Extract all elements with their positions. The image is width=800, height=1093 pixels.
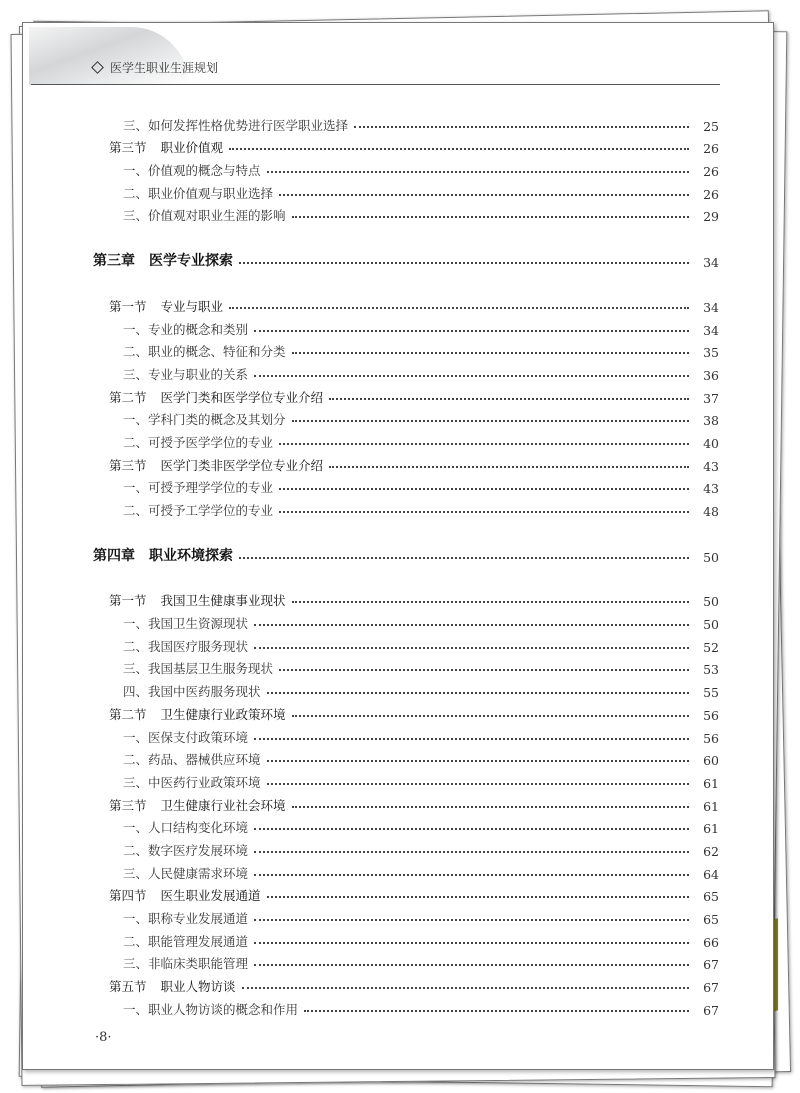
running-header (93, 59, 218, 76)
toc-number: 第三节 (109, 140, 147, 156)
toc-item[interactable] (93, 360, 719, 383)
toc-section[interactable] (93, 587, 719, 610)
page-number: ·8· (95, 1030, 112, 1045)
toc-item[interactable] (93, 179, 719, 202)
toc-page-number: 56 (703, 707, 719, 723)
toc-label: 二、可授予医学学位的专业 (123, 434, 274, 450)
toc-page-number: 64 (703, 866, 719, 882)
toc-title: 医生职业发展通道 (160, 888, 261, 904)
toc-label (93, 545, 239, 565)
toc-label: 二、职业的概念、特征和分类 (123, 344, 286, 360)
toc-section[interactable] (93, 882, 719, 905)
dot-leader (279, 668, 689, 671)
dot-leader (254, 329, 689, 332)
toc-label (93, 138, 229, 156)
toc-label (93, 591, 292, 609)
toc-label (93, 388, 329, 406)
toc-number: 第三节 (109, 797, 147, 813)
toc-section[interactable] (93, 791, 719, 814)
header-rule (31, 84, 720, 85)
toc-item[interactable] (93, 496, 719, 519)
dot-leader (254, 963, 689, 966)
toc-number: 第一节 (109, 298, 147, 314)
toc-page-number: 50 (703, 594, 719, 610)
toc-title: 职业价值观 (160, 140, 224, 156)
dot-leader (267, 170, 689, 173)
toc-item[interactable] (93, 859, 719, 882)
toc-page-number: 61 (703, 775, 719, 791)
dot-leader (254, 374, 689, 377)
dot-leader (279, 442, 689, 445)
toc-page-number: 52 (703, 639, 719, 655)
toc-page-number: 25 (703, 118, 719, 134)
toc-item[interactable] (93, 746, 719, 769)
toc-page-number: 34 (703, 299, 719, 315)
toc-page-number: 50 (703, 549, 719, 565)
toc-page-number: 61 (703, 821, 719, 837)
dot-leader (292, 419, 689, 422)
toc-title: 医学门类和医学学位专业介绍 (160, 389, 324, 405)
toc-item[interactable] (93, 315, 719, 338)
toc-page-number: 61 (703, 798, 719, 814)
toc-item[interactable] (93, 723, 719, 746)
toc-label (93, 977, 242, 995)
toc-section[interactable] (93, 972, 719, 995)
toc-item[interactable] (93, 156, 719, 179)
toc-number: 第二节 (109, 389, 147, 405)
toc-label: 二、职能管理发展通道 (123, 933, 249, 949)
dot-leader (239, 261, 689, 264)
dot-leader (292, 805, 689, 808)
toc-page-number: 38 (703, 413, 719, 429)
dot-leader (239, 556, 689, 559)
toc-label: 二、可授予工学学位的专业 (123, 503, 274, 518)
toc-label: 二、药品、器械供应环境 (123, 752, 261, 768)
toc-page-number: 65 (703, 912, 719, 927)
toc-label: 三、中医药行业政策环境 (123, 774, 261, 790)
toc-section[interactable] (93, 383, 719, 406)
toc-number: 第三章 (93, 253, 135, 270)
dot-leader (254, 873, 689, 876)
toc-number: 第三节 (109, 457, 147, 473)
toc-section[interactable] (93, 134, 719, 157)
book-title: 医学生职业生涯规划 (110, 61, 219, 75)
toc-item[interactable] (93, 904, 719, 927)
table-of-contents (93, 111, 719, 1018)
toc-page-number: 67 (703, 980, 719, 996)
toc-section[interactable] (93, 292, 719, 315)
dot-leader (254, 827, 689, 830)
toc-title: 职业环境探索 (149, 547, 233, 564)
toc-page-number: 26 (703, 141, 719, 157)
dot-leader (329, 397, 689, 400)
dot-leader (279, 510, 689, 513)
toc-item[interactable] (93, 111, 719, 134)
toc-section[interactable] (93, 451, 719, 474)
toc-label: 三、专业与职业的关系 (123, 366, 249, 382)
toc-page-number: 26 (703, 186, 719, 202)
toc-page-number: 65 (703, 889, 719, 905)
dot-leader (279, 193, 689, 196)
dot-leader (267, 759, 689, 762)
dot-leader (304, 1009, 689, 1012)
dot-leader (329, 465, 689, 468)
toc-label: 一、职称专业发展通道 (123, 911, 249, 926)
toc-page-number: 53 (703, 662, 719, 678)
toc-title: 卫生健康行业政策环境 (160, 706, 286, 722)
dot-leader (292, 215, 689, 218)
dot-leader (292, 714, 689, 717)
toc-page-number: 37 (703, 390, 719, 406)
toc-label: 一、可授予理学学位的专业 (123, 480, 274, 496)
toc-label: 二、数字医疗发展环境 (123, 842, 249, 858)
toc-number: 第二节 (109, 706, 147, 722)
dot-leader (254, 646, 689, 649)
toc-page-number: 36 (703, 367, 719, 383)
dot-leader (279, 487, 689, 490)
toc-label: 一、专业的概念和类别 (123, 321, 249, 337)
toc-label: 一、价值观的概念与特点 (123, 163, 261, 179)
toc-item[interactable] (93, 768, 719, 791)
dot-leader (254, 941, 689, 944)
dot-leader (254, 918, 689, 921)
toc-label (93, 297, 229, 315)
toc-item[interactable] (93, 836, 719, 859)
dot-leader (267, 782, 689, 785)
dot-leader (229, 306, 689, 309)
toc-title: 我国卫生健康事业现状 (160, 593, 286, 609)
toc-label: 三、我国基层卫生服务现状 (123, 661, 274, 677)
dot-leader (254, 623, 689, 626)
toc-label: 一、人口结构变化环境 (123, 820, 249, 836)
toc-page-number: 67 (703, 1002, 719, 1018)
toc-chapter[interactable] (93, 247, 719, 270)
toc-item[interactable] (93, 474, 719, 497)
toc-page-number: 67 (703, 957, 719, 973)
toc-label (93, 705, 292, 723)
dot-leader (292, 600, 689, 603)
toc-item[interactable] (93, 428, 719, 451)
dot-leader (354, 125, 689, 128)
toc-page-number: 55 (703, 685, 719, 701)
toc-number: 第四节 (109, 888, 147, 904)
toc-label: 四、我国中医药服务现状 (123, 684, 261, 700)
toc-label: 二、我国医疗服务现状 (123, 638, 249, 654)
toc-item[interactable] (93, 950, 719, 973)
toc-number: 第一节 (109, 593, 147, 609)
toc-page-number: 34 (703, 255, 719, 271)
toc-label: 一、学科门类的概念及其划分 (123, 412, 286, 428)
toc-page-number: 62 (703, 843, 719, 859)
toc-item[interactable] (93, 814, 719, 837)
toc-label (93, 796, 292, 814)
toc-item[interactable] (93, 927, 719, 950)
dot-leader (267, 691, 689, 694)
toc-label: 三、如何发挥性格优势进行医学职业选择 (123, 117, 349, 133)
dot-leader (254, 850, 689, 853)
toc-item[interactable] (93, 202, 719, 225)
toc-label: 一、医保支付政策环境 (123, 729, 249, 745)
toc-item[interactable] (93, 632, 719, 655)
document-page (22, 22, 774, 1070)
toc-page-number: 26 (703, 164, 719, 180)
toc-title: 专业与职业 (160, 298, 224, 314)
toc-item[interactable] (93, 677, 719, 700)
toc-chapter[interactable] (93, 542, 719, 565)
toc-page-number: 35 (703, 345, 719, 361)
toc-page-number: 43 (703, 458, 719, 474)
toc-page-number: 29 (703, 209, 719, 225)
toc-label: 二、职业价值观与职业选择 (123, 185, 274, 201)
toc-label: 一、我国卫生资源现状 (123, 616, 249, 632)
toc-label: 三、人民健康需求环境 (123, 865, 249, 881)
toc-item[interactable] (93, 338, 719, 361)
toc-page-number: 48 (703, 504, 719, 519)
toc-label: 三、非临床类职能管理 (123, 956, 249, 972)
toc-section[interactable] (93, 700, 719, 723)
toc-item[interactable] (93, 655, 719, 678)
dot-leader (292, 351, 689, 354)
toc-label (93, 250, 239, 270)
toc-page-number: 56 (703, 730, 719, 746)
toc-page-number: 50 (703, 617, 719, 633)
toc-label (93, 886, 267, 904)
toc-title: 医学门类非医学学位专业介绍 (160, 457, 324, 473)
toc-title: 卫生健康行业社会环境 (160, 797, 286, 813)
toc-page-number: 66 (703, 934, 719, 950)
toc-page-number: 43 (703, 481, 719, 497)
toc-title: 医学专业探索 (149, 253, 233, 270)
toc-label: 三、价值观对职业生涯的影响 (123, 208, 286, 224)
toc-number: 第五节 (109, 979, 147, 995)
toc-page-number: 60 (703, 753, 719, 769)
toc-item[interactable] (93, 609, 719, 632)
dot-leader (229, 147, 689, 150)
toc-label (93, 456, 329, 474)
toc-item[interactable] (93, 995, 719, 1018)
dot-leader (242, 986, 689, 989)
header-landscape-image (29, 27, 189, 85)
dot-leader (267, 895, 689, 898)
toc-title: 职业人物访谈 (160, 979, 236, 995)
toc-page-number: 40 (703, 435, 719, 451)
toc-page-number: 34 (703, 322, 719, 338)
diamond-icon (91, 61, 104, 74)
toc-item[interactable] (93, 406, 719, 429)
toc-label: 一、职业人物访谈的概念和作用 (123, 1001, 299, 1017)
toc-number: 第四章 (93, 547, 135, 564)
dot-leader (254, 737, 689, 740)
